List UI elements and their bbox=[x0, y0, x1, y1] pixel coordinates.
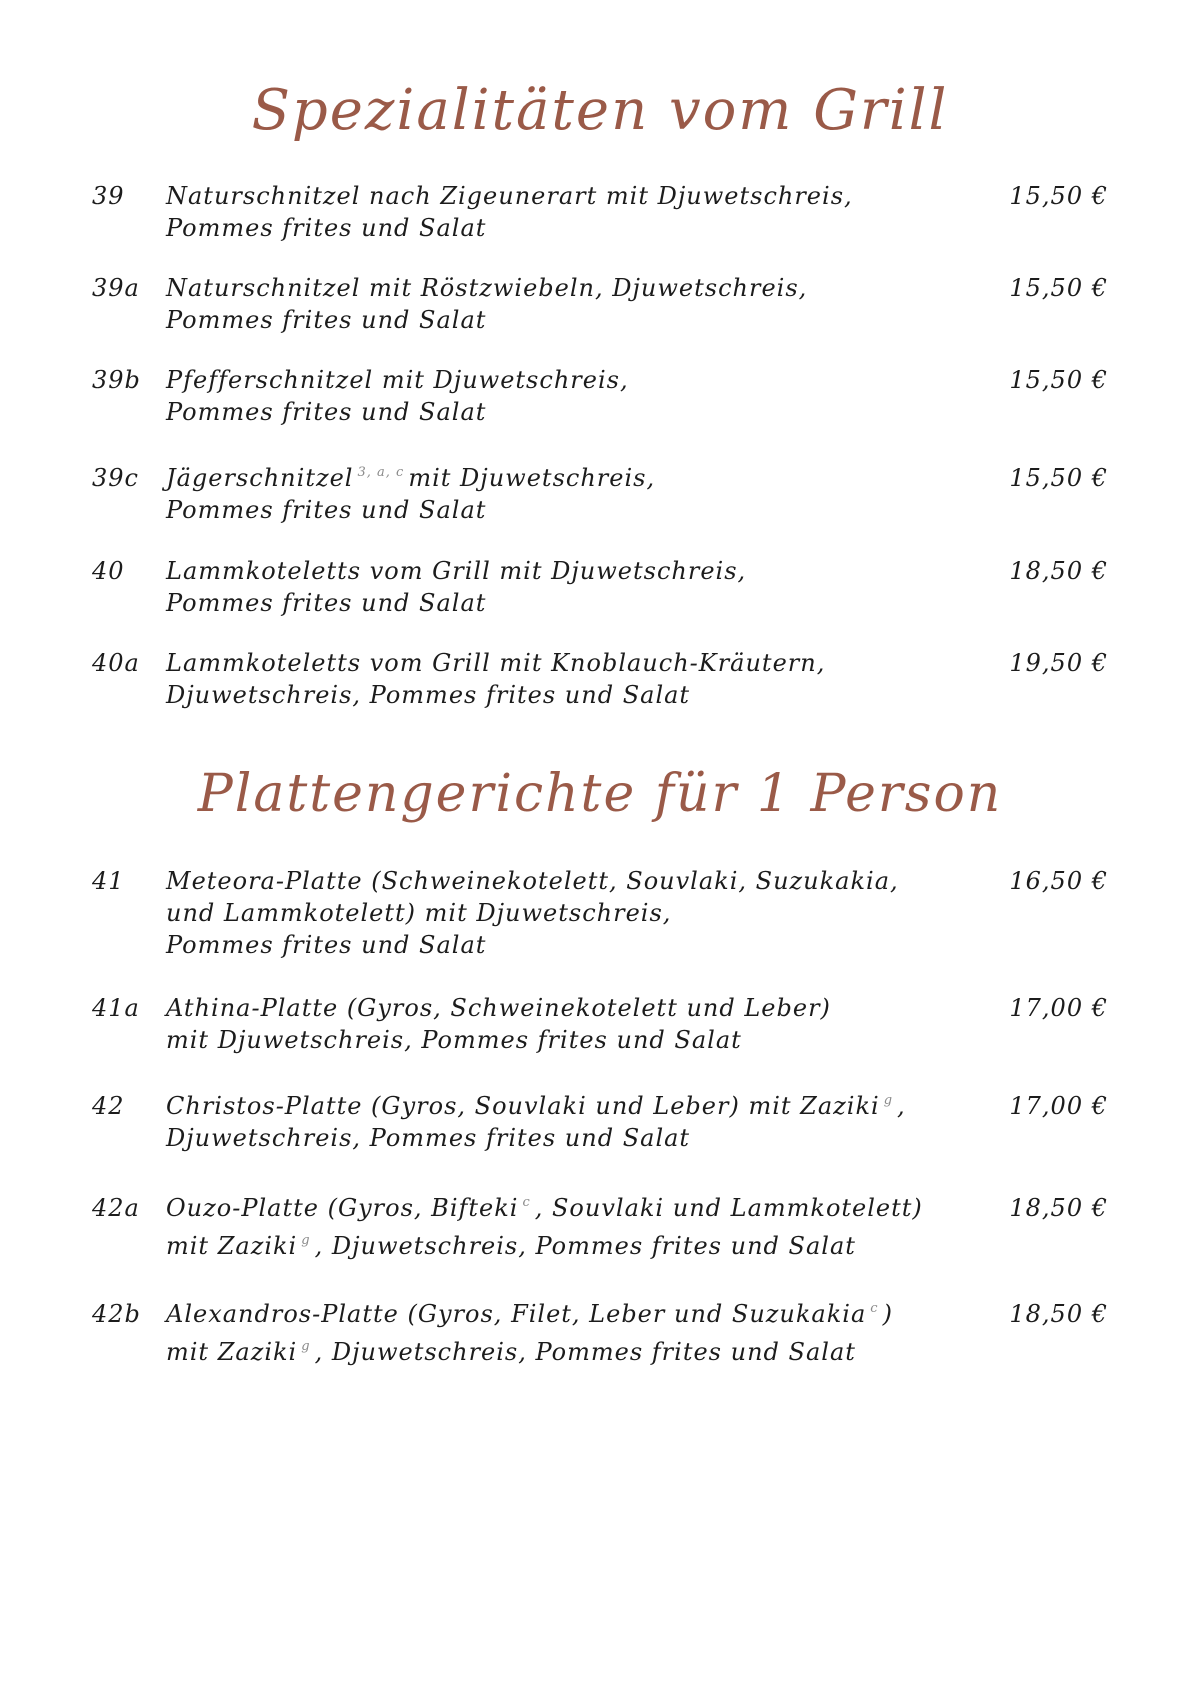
item-description bbox=[166, 647, 996, 711]
item-text: Christos-Platte (Gyros, Souvlaki und Leber) mit Zaziki bbox=[166, 1092, 880, 1120]
item-description-line bbox=[166, 1192, 996, 1224]
section-title-grill: Spezialitäten vom Grill bbox=[251, 78, 949, 143]
item-description-line: Pommes frites und Salat bbox=[166, 398, 487, 426]
item-description-line: Pommes frites und Salat bbox=[166, 214, 487, 242]
item-description-line: mit Djuwetschreis, Pommes frites und Salat bbox=[166, 1026, 742, 1054]
item-price: 18,50 € bbox=[1009, 1300, 1108, 1328]
item-description-line: Djuwetschreis, Pommes frites und Salat bbox=[166, 681, 691, 709]
item-description bbox=[166, 462, 996, 526]
item-text: mit Zaziki bbox=[166, 1232, 298, 1260]
item-description-line bbox=[166, 1090, 996, 1122]
item-description bbox=[166, 1090, 996, 1154]
item-text: , Souvlaki und Lammkotelett) bbox=[534, 1194, 923, 1222]
item-price: 15,50 € bbox=[1009, 274, 1108, 302]
item-number: 39a bbox=[92, 274, 140, 302]
item-description bbox=[166, 865, 996, 961]
item-description-line: Lammkoteletts vom Grill mit Djuwetschreis, bbox=[166, 557, 747, 585]
item-description bbox=[166, 992, 996, 1056]
item-description-line bbox=[166, 1230, 996, 1262]
allergen-note: c bbox=[870, 1301, 879, 1316]
item-description-line bbox=[166, 462, 996, 494]
item-description-line: Pommes frites und Salat bbox=[166, 306, 487, 334]
item-price: 15,50 € bbox=[1009, 464, 1108, 492]
item-description-line: Naturschnitzel mit Röstzwiebeln, Djuwetschreis, bbox=[166, 274, 808, 302]
item-description-line: Athina-Platte (Gyros, Schweinekotelett und Leber) bbox=[166, 994, 831, 1022]
item-number: 40a bbox=[92, 649, 140, 677]
item-description-line: Pfefferschnitzel mit Djuwetschreis, bbox=[166, 366, 629, 394]
item-number: 41a bbox=[92, 994, 140, 1022]
item-price: 15,50 € bbox=[1009, 182, 1108, 210]
item-text: , bbox=[897, 1092, 906, 1120]
item-number: 42b bbox=[92, 1300, 141, 1328]
item-text: Jägerschnitzel bbox=[166, 464, 354, 492]
allergen-note: c bbox=[522, 1195, 531, 1210]
item-description bbox=[166, 1298, 996, 1368]
item-description bbox=[166, 555, 996, 619]
item-number: 40 bbox=[92, 557, 125, 585]
item-price: 18,50 € bbox=[1009, 1194, 1108, 1222]
item-price: 17,00 € bbox=[1009, 1092, 1108, 1120]
item-number: 39 bbox=[92, 182, 125, 210]
item-description bbox=[166, 364, 996, 428]
item-text: mit Djuwetschreis, bbox=[408, 464, 656, 492]
item-description-line bbox=[166, 1336, 996, 1368]
allergen-note: g bbox=[883, 1093, 894, 1108]
item-description-line: Naturschnitzel nach Zigeunerart mit Djuwetschreis, bbox=[166, 182, 853, 210]
item-number: 39b bbox=[92, 366, 141, 394]
allergen-note: 3, a, c bbox=[357, 465, 405, 480]
allergen-note: g bbox=[301, 1233, 311, 1248]
item-description bbox=[166, 272, 996, 336]
item-description bbox=[166, 180, 996, 244]
item-number: 42a bbox=[92, 1194, 140, 1222]
item-text: Alexandros-Platte (Gyros, Filet, Leber und Suzukakia bbox=[166, 1300, 867, 1328]
item-number: 42 bbox=[92, 1092, 125, 1120]
item-description-line: Pommes frites und Salat bbox=[166, 931, 487, 959]
item-text: mit Zaziki bbox=[166, 1338, 298, 1366]
item-description-line: Djuwetschreis, Pommes frites und Salat bbox=[166, 1124, 691, 1152]
item-description bbox=[166, 1192, 996, 1262]
item-text: Ouzo-Platte (Gyros, Bifteki bbox=[166, 1194, 519, 1222]
allergen-note: g bbox=[301, 1339, 311, 1354]
item-description-line: Pommes frites und Salat bbox=[166, 589, 487, 617]
item-text: , Djuwetschreis, Pommes frites und Salat bbox=[314, 1338, 856, 1366]
item-description-line: Meteora-Platte (Schweinekotelett, Souvlaki, Suzukakia, bbox=[166, 867, 899, 895]
item-price: 19,50 € bbox=[1009, 649, 1108, 677]
item-text: , Djuwetschreis, Pommes frites und Salat bbox=[314, 1232, 856, 1260]
item-price: 18,50 € bbox=[1009, 557, 1108, 585]
item-description-line: Pommes frites und Salat bbox=[166, 496, 487, 524]
item-description-line bbox=[166, 1298, 996, 1330]
item-price: 17,00 € bbox=[1009, 994, 1108, 1022]
item-description-line: Lammkoteletts vom Grill mit Knoblauch-Kräutern, bbox=[166, 649, 826, 677]
item-number: 41 bbox=[92, 867, 125, 895]
section-title-platten: Plattengerichte für 1 Person bbox=[197, 764, 1003, 824]
item-price: 16,50 € bbox=[1009, 867, 1108, 895]
item-price: 15,50 € bbox=[1009, 366, 1108, 394]
item-text: ) bbox=[882, 1300, 893, 1328]
item-number: 39c bbox=[92, 464, 139, 492]
item-description-line: und Lammkotelett) mit Djuwetschreis, bbox=[166, 899, 672, 927]
